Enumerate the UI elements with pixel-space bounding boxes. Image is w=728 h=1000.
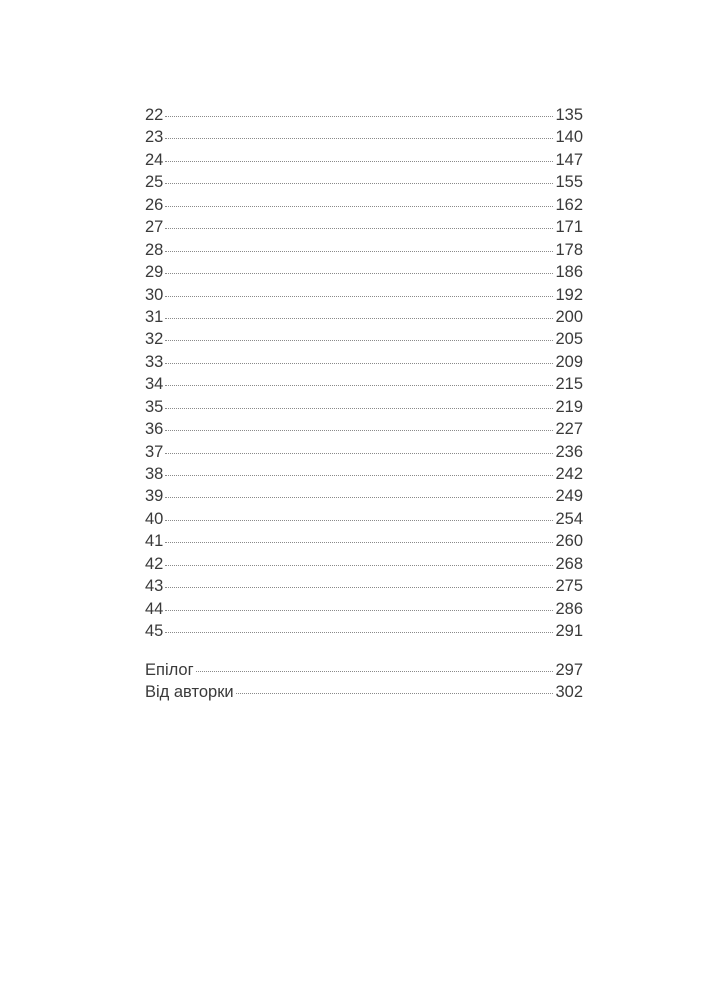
toc-entry <box>145 530 583 552</box>
toc-entry-page-number: 219 <box>555 397 583 416</box>
toc-entry-page-number: 291 <box>555 622 583 641</box>
toc-entry-title: 29 <box>145 263 164 282</box>
toc-entry-page-number: 215 <box>555 375 583 394</box>
toc-entry-page-number: 147 <box>555 150 583 169</box>
toc-entry <box>145 396 583 418</box>
toc-entry-title: Епілог <box>145 660 194 679</box>
toc-entry <box>145 441 583 463</box>
dot-leader <box>165 296 553 297</box>
toc-entry <box>145 104 583 126</box>
toc-entry-title: 32 <box>145 330 164 349</box>
toc-entry <box>145 508 583 530</box>
toc-entry <box>145 351 583 373</box>
dot-leader <box>165 632 553 633</box>
toc-entry <box>145 659 583 681</box>
toc-entry-page-number: 297 <box>555 660 583 679</box>
toc-entry <box>145 149 583 171</box>
toc-entry <box>145 575 583 597</box>
toc-entry-title: 25 <box>145 173 164 192</box>
toc-entry-title: 31 <box>145 307 164 326</box>
dot-leader <box>165 542 553 543</box>
dot-leader <box>165 138 553 139</box>
dot-leader <box>165 497 553 498</box>
toc-entry <box>145 239 583 261</box>
dot-leader <box>165 318 553 319</box>
toc-entry-page-number: 186 <box>555 263 583 282</box>
toc-entry-title: 26 <box>145 195 164 214</box>
toc-entry-page-number: 155 <box>555 173 583 192</box>
toc-entry <box>145 418 583 440</box>
toc-entry <box>145 463 583 485</box>
toc-entry-page-number: 302 <box>555 682 583 701</box>
dot-leader <box>165 587 553 588</box>
toc-entry-page-number: 275 <box>555 577 583 596</box>
toc-entry-title: 39 <box>145 487 164 506</box>
dot-leader <box>165 161 553 162</box>
toc-entry <box>145 216 583 238</box>
toc-entry-page-number: 140 <box>555 128 583 147</box>
dot-leader <box>236 693 554 694</box>
toc-entry-page-number: 209 <box>555 352 583 371</box>
dot-leader <box>196 671 554 672</box>
toc-entry-title: 30 <box>145 285 164 304</box>
toc-entry-title: 23 <box>145 128 164 147</box>
toc-entry <box>145 306 583 328</box>
dot-leader <box>165 453 553 454</box>
table-of-contents <box>145 104 583 703</box>
toc-entry-page-number: 254 <box>555 509 583 528</box>
toc-entry <box>145 171 583 193</box>
toc-entry-title: 45 <box>145 622 164 641</box>
toc-entry-page-number: 236 <box>555 442 583 461</box>
toc-entry <box>145 328 583 350</box>
toc-entry <box>145 261 583 283</box>
dot-leader <box>165 251 553 252</box>
toc-entry-page-number: 200 <box>555 307 583 326</box>
toc-entry-page-number: 286 <box>555 599 583 618</box>
toc-entry-page-number: 192 <box>555 285 583 304</box>
toc-entry-page-number: 135 <box>555 106 583 124</box>
toc-entry <box>145 681 583 703</box>
toc-entry-page-number: 227 <box>555 420 583 439</box>
toc-entry-title: 28 <box>145 240 164 259</box>
toc-entry <box>145 485 583 507</box>
toc-entry-title: 41 <box>145 532 164 551</box>
dot-leader <box>165 206 553 207</box>
toc-entry-page-number: 242 <box>555 465 583 483</box>
toc-entry-page-number: 178 <box>555 240 583 259</box>
toc-entry-page-number: 268 <box>555 554 583 573</box>
dot-leader <box>165 565 553 566</box>
toc-entry-title: 33 <box>145 352 164 371</box>
toc-entry-title: 36 <box>145 420 164 439</box>
toc-entry-title: 27 <box>145 218 164 237</box>
section-gap <box>145 643 583 659</box>
dot-leader <box>165 340 553 341</box>
toc-entry-page-number: 162 <box>555 195 583 214</box>
dot-leader <box>165 610 553 611</box>
toc-entry-page-number: 171 <box>555 218 583 237</box>
chapter-list <box>145 104 583 643</box>
toc-entry <box>145 126 583 148</box>
toc-entry-title: 44 <box>145 599 164 618</box>
dot-leader <box>165 385 553 386</box>
dot-leader <box>165 116 553 117</box>
toc-entry <box>145 284 583 306</box>
toc-entry <box>145 194 583 216</box>
dot-leader <box>165 183 553 184</box>
dot-leader <box>165 520 553 521</box>
toc-entry-title: 34 <box>145 375 164 394</box>
toc-entry-title: Від авторки <box>145 682 234 701</box>
back-matter-list <box>145 659 583 704</box>
toc-entry-title: 37 <box>145 442 164 461</box>
dot-leader <box>165 475 553 476</box>
toc-entry-page-number: 249 <box>555 487 583 506</box>
dot-leader <box>165 363 553 364</box>
toc-entry-page-number: 205 <box>555 330 583 349</box>
toc-entry-title: 22 <box>145 106 164 124</box>
toc-entry-page-number: 260 <box>555 532 583 551</box>
toc-entry-title: 40 <box>145 509 164 528</box>
toc-entry-title: 38 <box>145 465 164 483</box>
toc-entry-title: 43 <box>145 577 164 596</box>
dot-leader <box>165 273 553 274</box>
toc-entry <box>145 620 583 642</box>
toc-entry <box>145 598 583 620</box>
dot-leader <box>165 408 553 409</box>
toc-entry <box>145 553 583 575</box>
toc-entry-title: 42 <box>145 554 164 573</box>
toc-entry <box>145 373 583 395</box>
dot-leader <box>165 430 553 431</box>
toc-entry-title: 24 <box>145 150 164 169</box>
dot-leader <box>165 228 553 229</box>
toc-entry-title: 35 <box>145 397 164 416</box>
